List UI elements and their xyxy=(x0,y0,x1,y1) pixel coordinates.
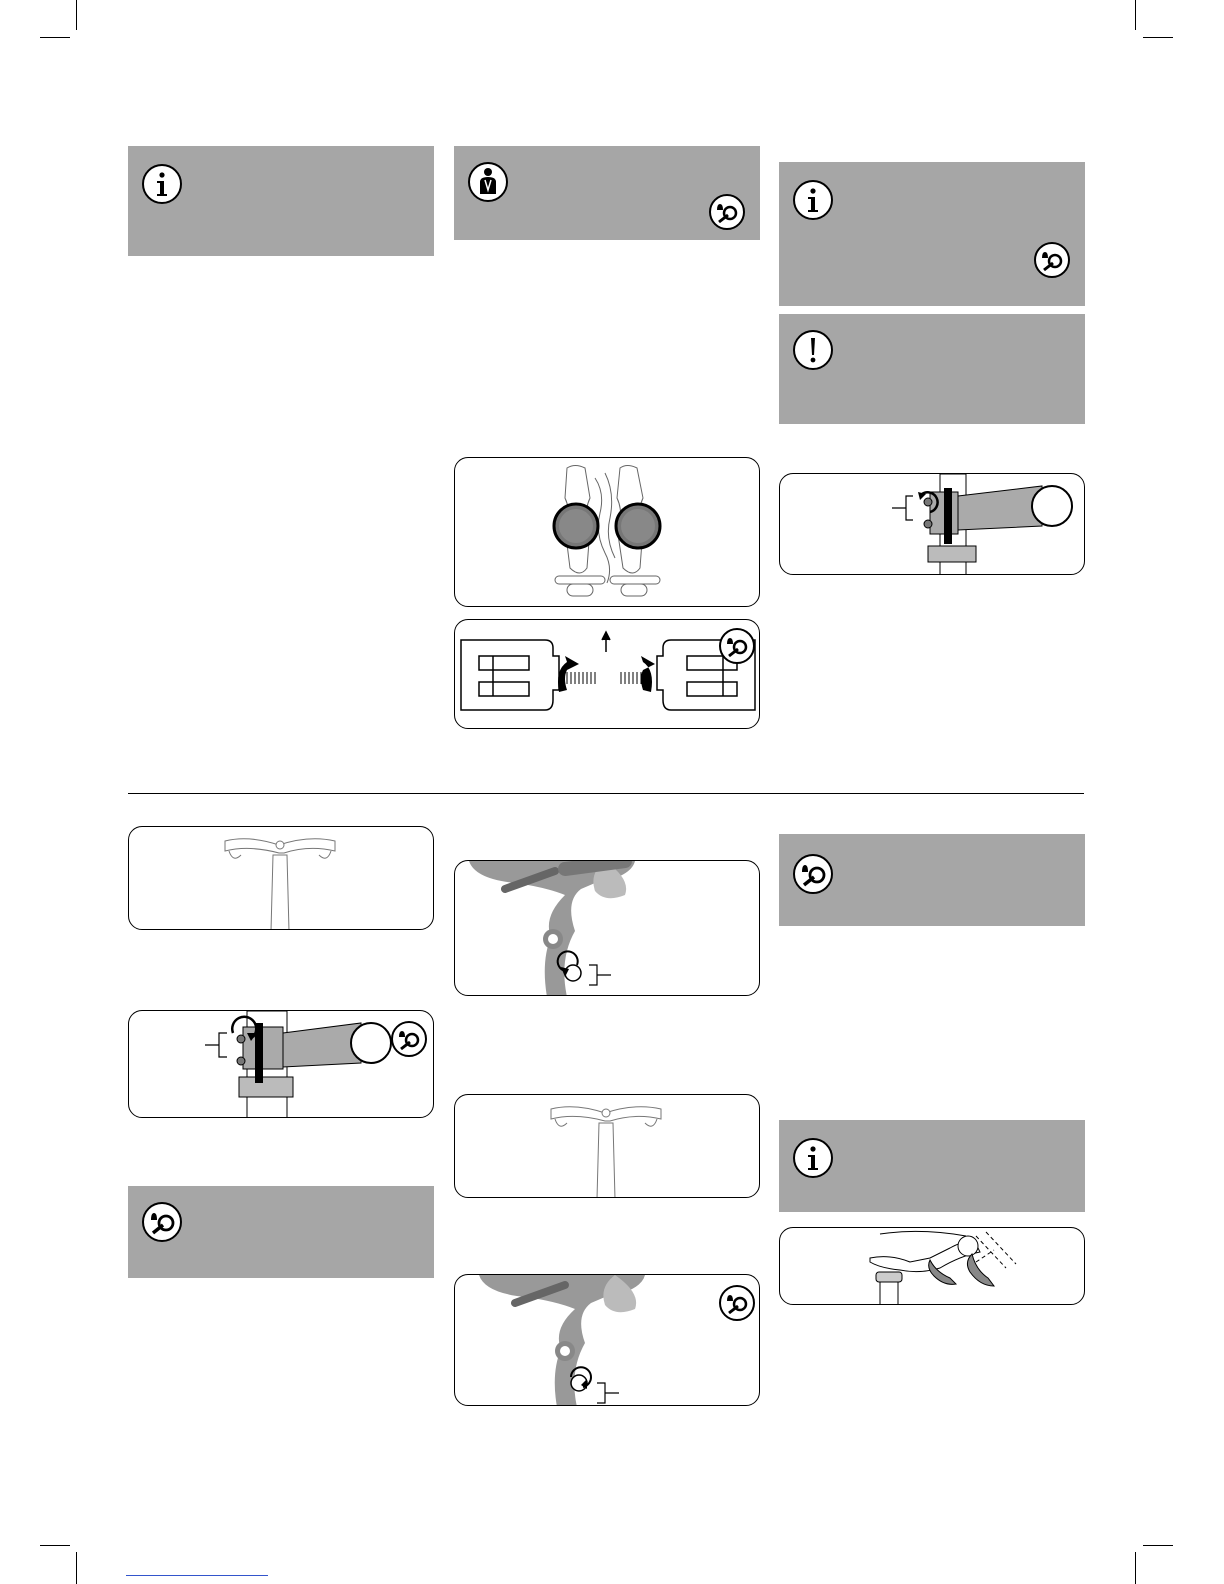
crop-mark xyxy=(76,1552,77,1584)
grips-illustration xyxy=(454,457,760,607)
stem-angle-illustration-2 xyxy=(454,1274,760,1406)
info-box-3 xyxy=(779,1120,1085,1212)
crop-mark xyxy=(1135,0,1136,30)
crop-mark xyxy=(1143,37,1173,38)
crop-mark xyxy=(40,1545,70,1546)
tool-icon xyxy=(142,1202,182,1242)
brake-lever-illustration xyxy=(779,1227,1085,1305)
mechanic-box xyxy=(454,146,760,240)
handlebar-front-illustration-1 xyxy=(128,826,434,930)
warning-icon xyxy=(793,330,833,370)
handlebar-front-illustration-2 xyxy=(454,1094,760,1198)
info-box-2 xyxy=(779,162,1085,306)
tool-icon xyxy=(1034,242,1070,278)
tool-icon xyxy=(719,628,755,664)
stem-angle-illustration-1 xyxy=(454,860,760,996)
crop-mark xyxy=(40,37,70,38)
info-icon xyxy=(793,1138,833,1178)
crop-mark xyxy=(76,0,77,30)
tool-icon xyxy=(793,854,833,894)
info-icon xyxy=(793,180,833,220)
tool-icon xyxy=(391,1021,427,1057)
warning-box xyxy=(779,314,1085,424)
crop-mark xyxy=(1143,1545,1173,1546)
stem-top-illustration xyxy=(779,473,1085,575)
crop-mark xyxy=(1135,1552,1136,1584)
tool-box-2 xyxy=(779,834,1085,926)
stem-side-illustration xyxy=(128,1010,434,1118)
tool-box-1 xyxy=(128,1186,434,1278)
tool-icon xyxy=(719,1285,755,1321)
info-box-1 xyxy=(128,146,434,256)
pedals-illustration xyxy=(454,619,760,729)
mechanic-icon xyxy=(468,162,508,202)
section-divider xyxy=(128,793,1084,794)
footer-link-line xyxy=(126,1575,268,1576)
tool-icon xyxy=(709,194,745,230)
info-icon xyxy=(142,164,182,204)
